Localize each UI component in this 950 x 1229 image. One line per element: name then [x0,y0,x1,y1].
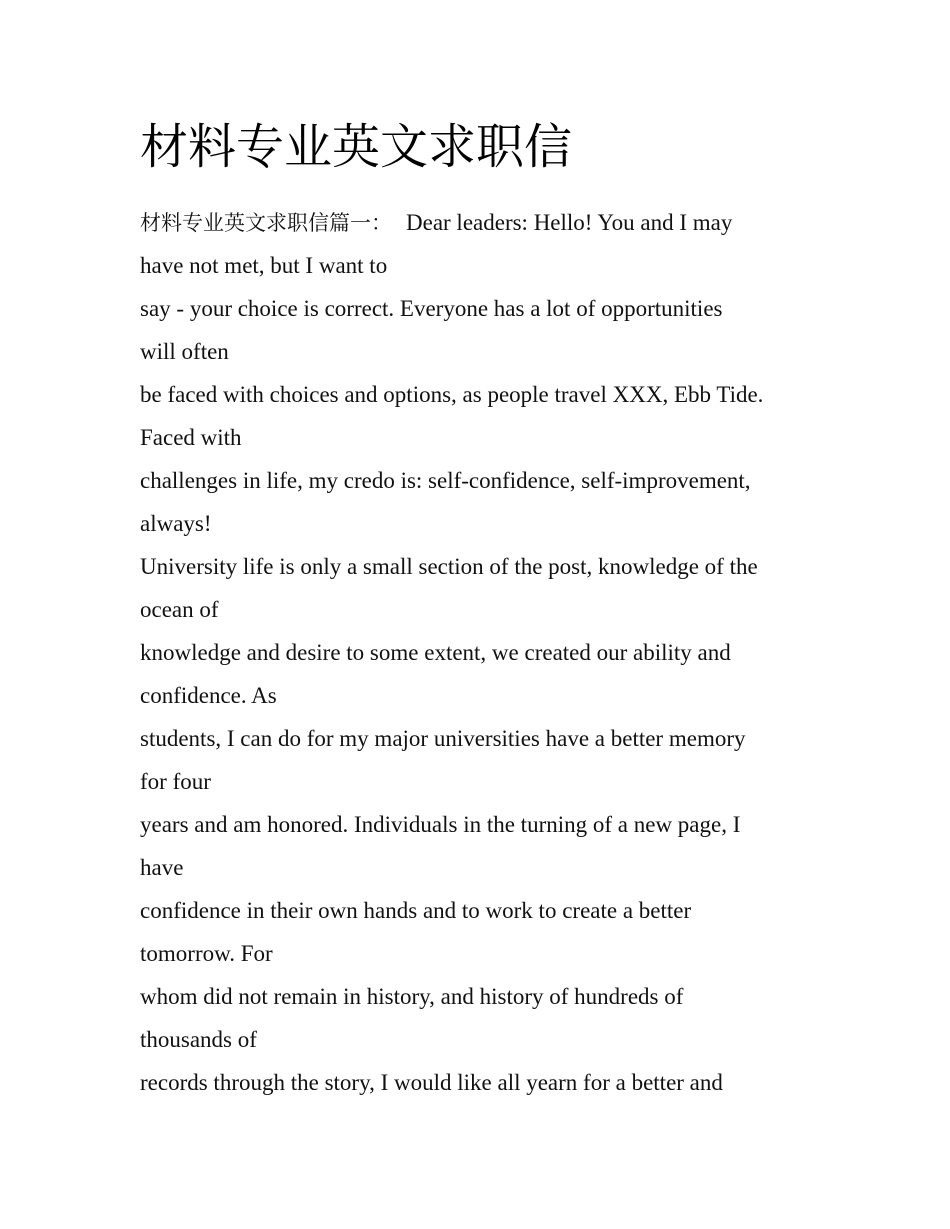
body-line: years and am honored. Individuals in the turning of a new page, I [140,812,741,837]
document-body [140,201,820,1104]
body-line: ocean of [140,597,219,622]
body-line: always! [140,511,212,536]
body-line: challenges in life, my credo is: self-confidence, self-improvement, [140,468,751,493]
body-line: confidence. As [140,683,277,708]
body-line: have [140,855,184,880]
body-line [140,201,820,244]
body-line: have not met, but I want to [140,253,388,278]
body-line: will often [140,339,229,364]
body-line: whom did not remain in history, and history of hundreds of [140,984,684,1009]
body-line: for four [140,769,211,794]
body-line: tomorrow. For [140,941,273,966]
body-line: Faced with [140,425,242,450]
body-line: say - your choice is correct. Everyone has a lot of opportunities [140,296,723,321]
section-label: 材料专业英文求职信篇一： [140,211,392,235]
body-line: thousands of [140,1027,257,1052]
body-line: records through the story, I would like all yearn for a better and [140,1070,723,1095]
body-line: confidence in their own hands and to work to create a better [140,898,692,923]
document-title: 材料专业英文求职信 [140,119,573,175]
body-line: knowledge and desire to some extent, we created our ability and [140,640,731,665]
body-line: be faced with choices and options, as people travel XXX, Ebb Tide. [140,382,764,407]
body-line: students, I can do for my major universities have a better memory [140,726,746,751]
body-line: University life is only a small section of the post, knowledge of the [140,554,758,579]
body-line-text: Dear leaders: Hello! You and I may [406,210,733,235]
